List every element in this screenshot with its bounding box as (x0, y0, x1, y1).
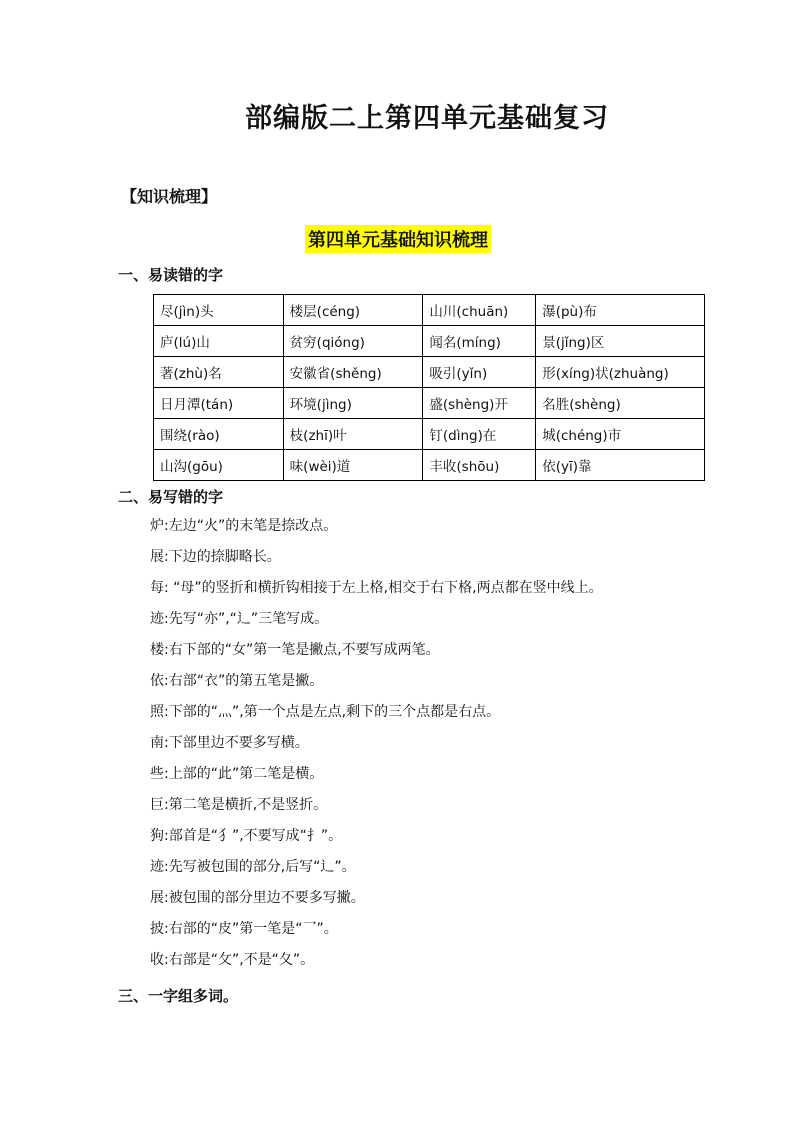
list-item: 展:被包围的部分里边不要多写撇。 (150, 890, 365, 906)
table-row (154, 295, 705, 326)
table-row (154, 357, 705, 388)
list-item: 些:上部的“此”第二笔是横。 (150, 766, 324, 782)
section-label: 【知识梳理】 (121, 187, 218, 206)
list-item: 每: “母”的竖折和横折钩相接于左上格,相交于右下格,两点都在竖中线上。 (150, 580, 603, 596)
table-cell: 城(chéng)市 (536, 419, 705, 450)
table-row (154, 419, 705, 450)
table-cell: 尽(jìn)头 (154, 295, 284, 326)
table-row (154, 388, 705, 419)
table-cell: 枝(zhī)叶 (283, 419, 423, 450)
list-item: 照:下部的“灬”,第一个点是左点,剩下的三个点都是右点。 (150, 704, 501, 720)
table-cell: 山川(chuān) (423, 295, 536, 326)
list-item: 迹:先写“亦”,“辶”三笔写成。 (150, 611, 329, 627)
table-cell: 楼层(céng) (283, 295, 423, 326)
table-cell: 日月潭(tán) (154, 388, 284, 419)
table-cell: 景(jǐng)区 (536, 326, 705, 357)
list-item: 狗:部首是“犭”,不要写成“扌”。 (150, 828, 343, 844)
list-item: 依:右部“衣”的第五笔是撇。 (150, 673, 324, 689)
table-cell: 山沟(gōu) (154, 450, 284, 481)
heading-misread-characters: 一、易读错的字 (118, 266, 224, 284)
misread-words-table (153, 294, 705, 481)
page-title: 部编版二上第四单元基础复习 (245, 103, 609, 134)
table-row (154, 450, 705, 481)
table-cell: 安徽省(shěng) (283, 357, 423, 388)
list-item: 收:右部是“攵”,不是“夂”。 (150, 952, 315, 968)
table-cell: 瀑(pù)布 (536, 295, 705, 326)
list-item: 迹:先写被包围的部分,后写“辶”。 (150, 859, 356, 875)
list-item: 楼:右下部的“女”第一笔是撇点,不要写成两笔。 (150, 642, 440, 658)
table-cell: 名胜(shèng) (536, 388, 705, 419)
table-cell: 钉(dìng)在 (423, 419, 536, 450)
list-item: 展:下边的捺脚略长。 (150, 549, 281, 565)
list-item: 炉:左边“火”的末笔是捺改点。 (150, 518, 338, 534)
table-cell: 环境(jìng) (283, 388, 423, 419)
heading-word-building: 三、一字组多词。 (118, 987, 239, 1005)
table-cell: 围绕(rào) (154, 419, 284, 450)
heading-miswritten-characters: 二、易写错的字 (118, 488, 224, 506)
table-cell: 依(yī)靠 (536, 450, 705, 481)
list-item: 披:右部的“皮”第一笔是“乛”。 (150, 921, 338, 937)
table-cell: 庐(lú)山 (154, 326, 284, 357)
table-cell: 丰收(shōu) (423, 450, 536, 481)
table-cell: 贫穷(qióng) (283, 326, 423, 357)
table-cell: 著(zhù)名 (154, 357, 284, 388)
list-item: 巨:第二笔是横折,不是竖折。 (150, 797, 328, 813)
writing-notes-list (150, 516, 710, 981)
table-cell: 盛(shèng)开 (423, 388, 536, 419)
table-row (154, 326, 705, 357)
highlight-banner: 第四单元基础知识梳理 (305, 225, 491, 253)
list-item: 南:下部里边不要多写横。 (150, 735, 309, 751)
table-cell: 吸引(yǐn) (423, 357, 536, 388)
table-cell: 味(wèi)道 (283, 450, 423, 481)
table-cell: 闻名(míng) (423, 326, 536, 357)
table-cell: 形(xíng)状(zhuàng) (536, 357, 705, 388)
